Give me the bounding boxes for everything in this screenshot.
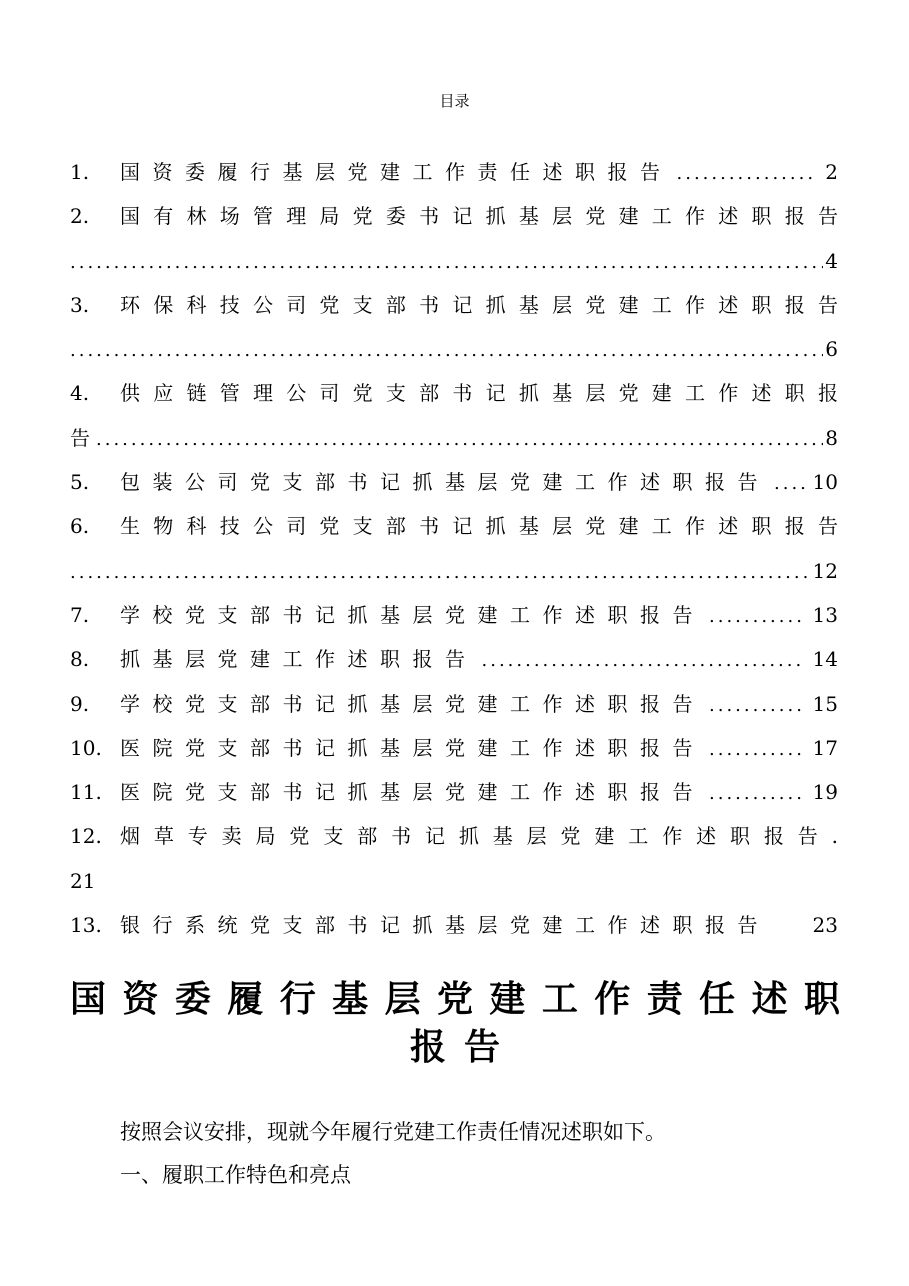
toc-entry-title: 银行系统党支部书记抓基层党建工作述职报告 [120,913,770,938]
toc-leader-dots [673,152,818,194]
toc-entry-title: 包装公司党支部书记抓基层党建工作述职报告 [120,470,770,495]
toc-entry-title-wrap: 告 [70,425,90,450]
toc-entry-3[interactable] [70,283,838,327]
toc-leader-dots [70,329,823,371]
toc-entry-title: 医院党支部书记抓基层党建工作述职报告 [120,735,705,760]
toc-entry-title: 国资委履行基层党建工作责任述职报告 [120,160,673,184]
toc-entry-4[interactable] [70,371,838,415]
toc-entry-8[interactable] [70,637,838,681]
toc-leader-dots [70,241,823,283]
toc-entry-page: 19 [812,780,838,805]
toc-entry-number: 2. [70,204,90,229]
toc-entry-title: 学校党支部书记抓基层党建工作述职报告 [120,602,705,627]
toc-entry-6[interactable] [70,504,838,548]
toc-entry-page: 21 [70,868,96,893]
body-paragraph: 按照会议安排，现就今年履行党建工作责任情况述职如下。 [120,1120,666,1144]
toc-entry-page: 2 [825,160,838,184]
toc-entry-3-continuation[interactable] [70,327,838,371]
toc-entry-title: 环 保 科 技 公 司 党 支 部 书 记 抓 基 层 党 建 工 作 述 职 报 告 [120,292,838,317]
toc-leader-dots [96,418,823,460]
toc-leader-dots [478,639,805,681]
toc-entry-4-continuation[interactable] [70,416,838,460]
toc-entry-title: 生 物 科 技 公 司 党 支 部 书 记 抓 基 层 党 建 工 作 述 职 报 告 [120,514,838,539]
toc-leader-dots [705,772,805,814]
toc-entry-5[interactable] [70,460,838,504]
toc-entry-title: 国 有 林 场 管 理 局 党 委 书 记 抓 基 层 党 建 工 作 述 职 报 告 [120,204,838,229]
toc-entry-13[interactable] [70,903,838,947]
toc-entry-number: 3. [70,292,90,317]
toc-entry-page: 10 [812,470,838,495]
toc-entry-page: 6 [825,337,838,362]
toc-entry-9[interactable] [70,682,838,726]
toc-entry-number: 9. [70,691,90,716]
toc-leader-dots [770,462,805,504]
toc-entry-number: 4. [70,381,90,406]
toc-entry-11[interactable] [70,770,838,814]
toc-entry-7[interactable] [70,593,838,637]
toc-entry-title: 学校党支部书记抓基层党建工作述职报告 [120,691,705,716]
toc-entry-number: 5. [70,470,90,495]
section-heading: 一、履职工作特色和亮点 [120,1163,351,1187]
toc-entry-title: 抓基层党建工作述职报告 [120,647,478,672]
table-of-contents [70,150,838,947]
toc-entry-page: 12 [812,558,838,583]
toc-entry-number: 1. [70,160,90,184]
toc-entry-page: 8 [825,425,838,450]
toc-entry-2-continuation[interactable] [70,239,838,283]
document-title [70,976,840,1072]
toc-entry-title: 烟 草 专 卖 局 党 支 部 书 记 抓 基 层 党 建 工 作 述 职 报 告 . [120,824,838,849]
document-title-line-2: 报告 [409,1027,518,1068]
toc-entry-number: 8. [70,647,90,672]
toc-leader-dots [705,595,805,637]
toc-entry-2[interactable] [70,194,838,238]
toc-entry-number: 7. [70,602,90,627]
toc-entry-page: 15 [812,691,838,716]
toc-entry-number: 6. [70,514,90,539]
toc-entry-title: 供 应 链 管 理 公 司 党 支 部 书 记 抓 基 层 党 建 工 作 述 职 报 [120,381,838,406]
toc-entry-number: 13. [70,913,102,938]
toc-entry-12[interactable] [70,814,838,858]
toc-entry-page: 13 [812,602,838,627]
toc-leader-dots [705,728,805,770]
toc-entry-10[interactable] [70,726,838,770]
toc-entry-page: 17 [812,735,838,760]
toc-heading: 目录 [439,92,470,110]
toc-leader-dots [705,684,805,726]
toc-entry-6-continuation[interactable] [70,549,838,593]
toc-entry-12-continuation[interactable] [70,859,838,903]
toc-entry-title: 医院党支部书记抓基层党建工作述职报告 [120,780,705,805]
toc-entry-1[interactable] [70,150,838,194]
document-title-line-1: 国 资 委 履 行 基 层 党 建 工 作 责 任 述 职 [70,979,840,1020]
toc-leader-dots [70,551,811,593]
toc-entry-number: 10. [70,735,102,760]
toc-entry-number: 12. [70,824,102,849]
toc-entry-page: 14 [812,647,838,672]
toc-entry-page: 4 [825,248,838,273]
toc-entry-page: 23 [812,913,838,938]
toc-entry-number: 11. [70,780,102,805]
